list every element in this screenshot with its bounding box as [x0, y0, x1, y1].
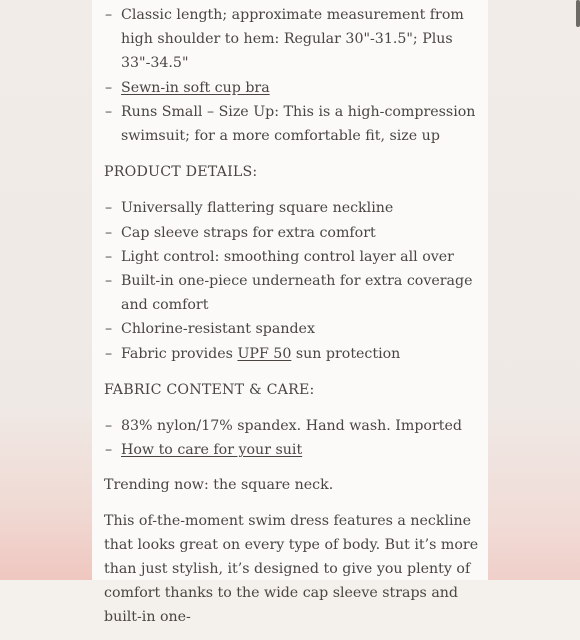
- list-item-text: Chlorine-resistant spandex: [121, 321, 315, 338]
- list-item: [104, 414, 482, 438]
- trending-text: Trending now: the square neck.: [104, 477, 334, 494]
- dash-bullet: –: [105, 103, 113, 120]
- list-item-text: Classic length; approximate measurement from high shoulder to hem: Regular 30"-31.5"; Plus 33"-34.5": [121, 7, 464, 72]
- dash-bullet: –: [105, 442, 113, 459]
- list-item-text: Light control: smoothing control layer all over: [121, 248, 454, 265]
- list-item-text: sun protection: [291, 345, 401, 362]
- care-guide-link[interactable]: How to care for your suit: [121, 442, 303, 459]
- backdrop-left: [0, 0, 92, 580]
- dash-bullet: –: [105, 200, 113, 217]
- list-item: [104, 342, 482, 366]
- dash-bullet: –: [105, 321, 113, 338]
- list-item-text: Universally flattering square neckline: [121, 200, 394, 217]
- list-item: [104, 438, 482, 462]
- list-item: [104, 196, 482, 220]
- list-item: [104, 269, 482, 317]
- upf-50-link[interactable]: UPF 50: [237, 345, 292, 362]
- dash-bullet: –: [105, 248, 113, 265]
- product-description: [104, 3, 482, 640]
- list-item-text: Runs Small – Size Up: This is a high-compression swimsuit; for a more comfortable fit, size up: [121, 103, 476, 145]
- product-description-page: [92, 0, 488, 626]
- list-item: [104, 245, 482, 269]
- soft-cup-bra-link[interactable]: Sewn-in soft cup bra: [121, 79, 270, 96]
- fabric-care-heading: FABRIC CONTENT & CARE:: [104, 381, 315, 398]
- list-item: [104, 3, 482, 76]
- list-item: [104, 76, 482, 100]
- product-details-heading: PRODUCT DETAILS:: [104, 164, 258, 181]
- list-item-text: Built-in one-piece underneath for extra coverage and comfort: [121, 273, 473, 314]
- list-item: [104, 221, 482, 245]
- fabric-care-list: [104, 414, 482, 462]
- backdrop-right: [488, 0, 580, 580]
- dash-bullet: –: [105, 345, 113, 362]
- list-item: [104, 317, 482, 341]
- dash-bullet: –: [105, 7, 113, 23]
- list-item: [104, 100, 482, 148]
- product-details-list: [104, 196, 482, 365]
- dash-bullet: –: [105, 273, 113, 290]
- list-item-text: Fabric provides: [121, 345, 238, 362]
- dash-bullet: –: [105, 418, 113, 435]
- list-item-text: 83% nylon/17% spandex. Hand wash. Imported: [121, 418, 462, 435]
- fit-list: [104, 3, 482, 148]
- scrollbar-thumb[interactable]: [576, 0, 580, 27]
- description-paragraph: This of-the-moment swim dress features a neckline that looks great on every type of body. But it’s more than just stylish, it’s designed to give you plenty of comfort thanks to the wide cap sleeve straps and built-in one-: [104, 512, 479, 626]
- dash-bullet: –: [105, 79, 113, 96]
- dash-bullet: –: [105, 224, 113, 241]
- list-item-text: Cap sleeve straps for extra comfort: [121, 224, 376, 241]
